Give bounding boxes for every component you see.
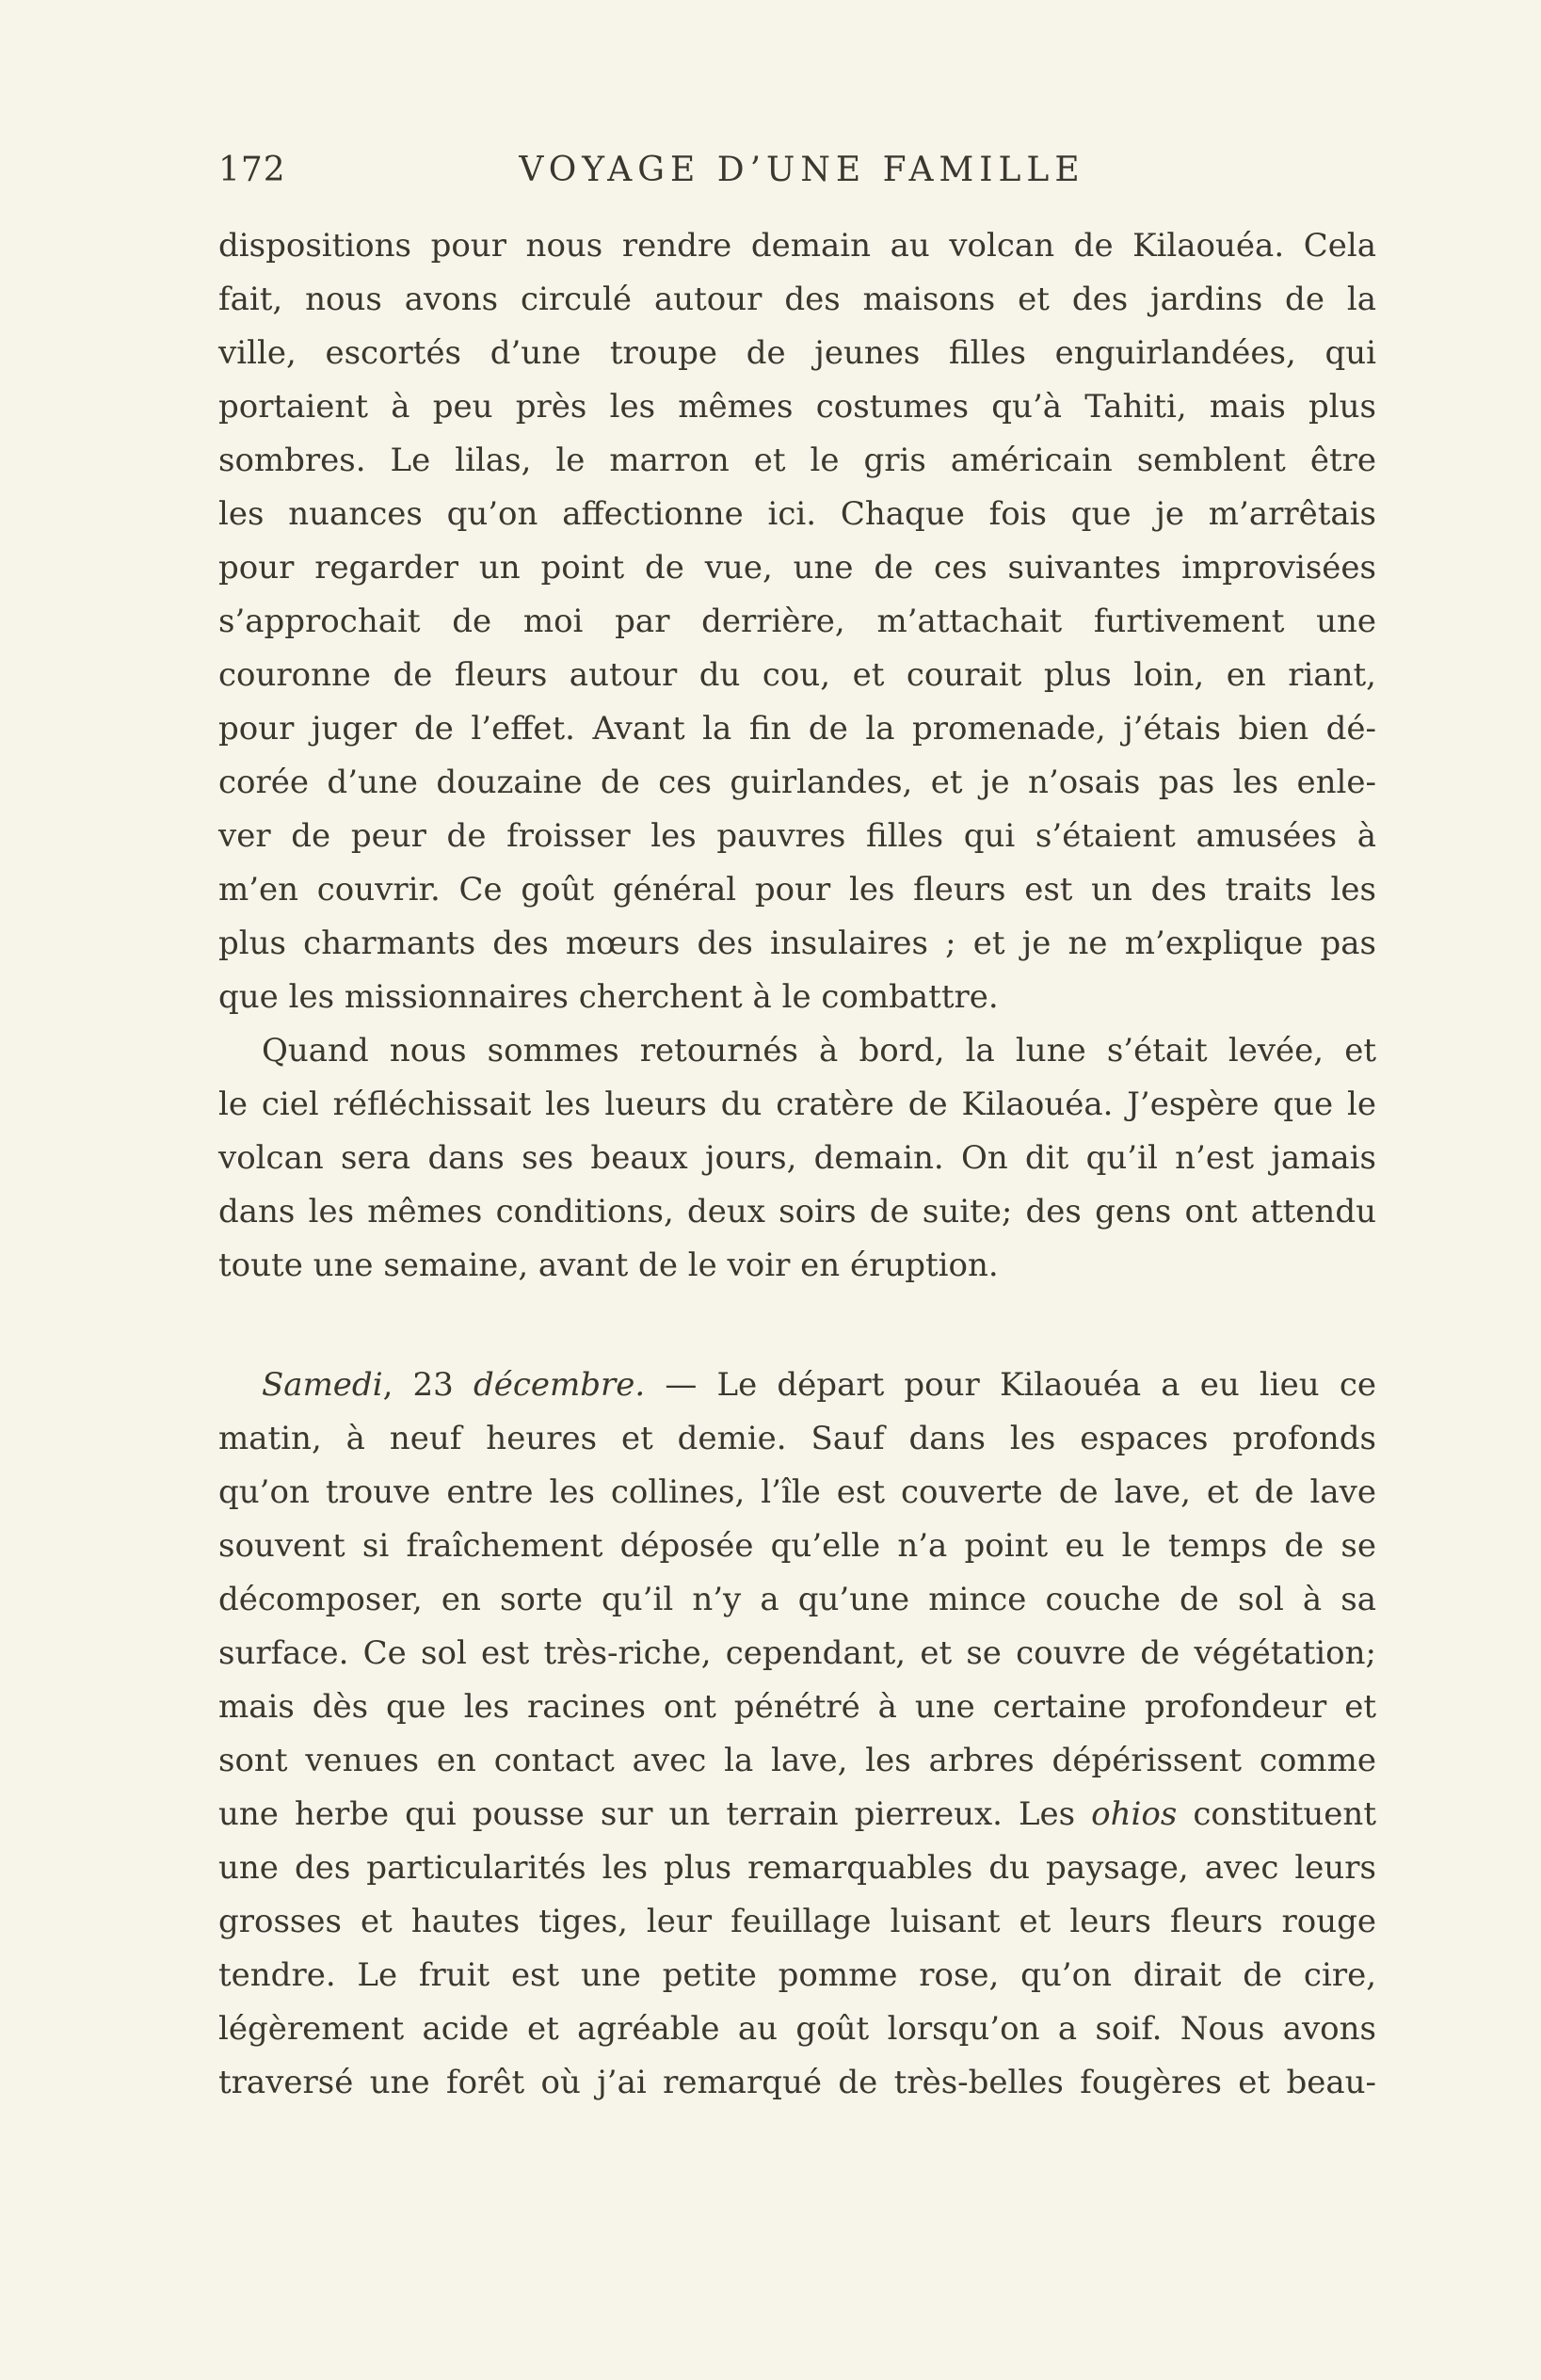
- text-line: le ciel réfléchissait les lueurs du cratère de Kilaouéa. J’espère que le: [218, 1085, 1376, 1123]
- text-line: pour juger de l’effet. Avant la fin de la promenade, j’étais bien dé-: [218, 710, 1376, 748]
- entry-month: décembre.: [473, 1366, 646, 1404]
- text-line: pour regarder un point de vue, une de ces suivantes improvisées: [218, 549, 1376, 587]
- text-line: [218, 1787, 1376, 1841]
- text-line: toute une semaine, avant de le voir en éruption.: [218, 1246, 999, 1284]
- entry-date-num: 23: [412, 1366, 454, 1404]
- running-title: VOYAGE D’UNE FAMILLE: [519, 151, 1085, 189]
- text-line: grosses et hautes tiges, leur feuillage luisant et leurs fleurs rouge: [218, 1903, 1376, 1940]
- text-line: que les missionnaires cherchent à le combattre.: [218, 978, 999, 1016]
- text-line: décomposer, en sorte qu’il n’y a qu’une mince couche de sol à sa: [218, 1581, 1376, 1618]
- ohios-before: une herbe qui pousse sur un terrain pierreux. Les: [218, 1795, 1092, 1833]
- page-number: 172: [218, 151, 286, 189]
- text-line: qu’on trouve entre les collines, l’île est couverte de lave, et de lave: [218, 1473, 1376, 1511]
- text-line: dispositions pour nous rendre demain au volcan de Kilaouéa. Cela: [218, 227, 1376, 265]
- text-line: corée d’une douzaine de ces guirlandes, et je n’osais pas les enle-: [218, 764, 1376, 801]
- ohios-word: ohios: [1091, 1795, 1178, 1833]
- text-line: surface. Ce sol est très-riche, cependant, et se couvre de végétation;: [218, 1634, 1376, 1672]
- entry-sep: ,: [382, 1366, 413, 1404]
- text-line: traversé une forêt où j’ai remarqué de très-belles fougères et beau-: [218, 2064, 1376, 2101]
- text-line: souvent si fraîchement déposée qu’elle n’a point eu le temps de se: [218, 1527, 1376, 1565]
- text-line: légèrement acide et agréable au goût lorsqu’on a soif. Nous avons: [218, 2010, 1376, 2048]
- text-line: volcan sera dans ses beaux jours, demain. On dit qu’il n’est jamais: [218, 1139, 1376, 1177]
- text-line: plus charmants des mœurs des insulaires ; et je ne m’explique pas: [218, 925, 1376, 962]
- entry-first-text: — Le départ pour Kilaouéa a eu lieu ce: [645, 1366, 1377, 1404]
- entry-first-line: [218, 1358, 1376, 1412]
- text-line: ville, escortés d’une troupe de jeunes filles enguirlandées, qui: [218, 334, 1376, 372]
- page-header: [218, 151, 1099, 196]
- text-line: m’en couvrir. Ce goût général pour les fleurs est un des traits les: [218, 871, 1376, 909]
- text-line: couronne de fleurs autour du cou, et courait plus loin, en riant,: [218, 656, 1376, 694]
- text-line: mais dès que les racines ont pénétré à une certaine profondeur et: [218, 1688, 1376, 1726]
- text-line: Quand nous sommes retournés à bord, la lune s’était levée, et: [262, 1032, 1376, 1069]
- text-line: portaient à peu près les mêmes costumes qu’à Tahiti, mais plus: [218, 388, 1376, 426]
- text-line: une des particularités les plus remarquables du paysage, avec leurs: [218, 1849, 1376, 1887]
- text-line: fait, nous avons circulé autour des maisons et des jardins de la: [218, 281, 1376, 318]
- entry-day: Samedi: [262, 1366, 383, 1404]
- text-line: ver de peur de froisser les pauvres filles qui s’étaient amusées à: [218, 817, 1376, 855]
- text-line: les nuances qu’on affectionne ici. Chaque fois que je m’arrêtais: [218, 495, 1376, 533]
- text-line: sont venues en contact avec la lave, les arbres dépérissent comme: [218, 1742, 1376, 1779]
- text-line: dans les mêmes conditions, deux soirs de suite; des gens ont attendu: [218, 1193, 1376, 1230]
- text-line: sombres. Le lilas, le marron et le gris américain semblent être: [218, 442, 1376, 479]
- ohios-after: constituent: [1177, 1795, 1376, 1833]
- text-line: matin, à neuf heures et demie. Sauf dans les espaces profonds: [218, 1420, 1376, 1457]
- text-line: s’approchait de moi par derrière, m’attachait furtivement une: [218, 603, 1376, 640]
- text-line: tendre. Le fruit est une petite pomme rose, qu’on dirait de cire,: [218, 1956, 1376, 1994]
